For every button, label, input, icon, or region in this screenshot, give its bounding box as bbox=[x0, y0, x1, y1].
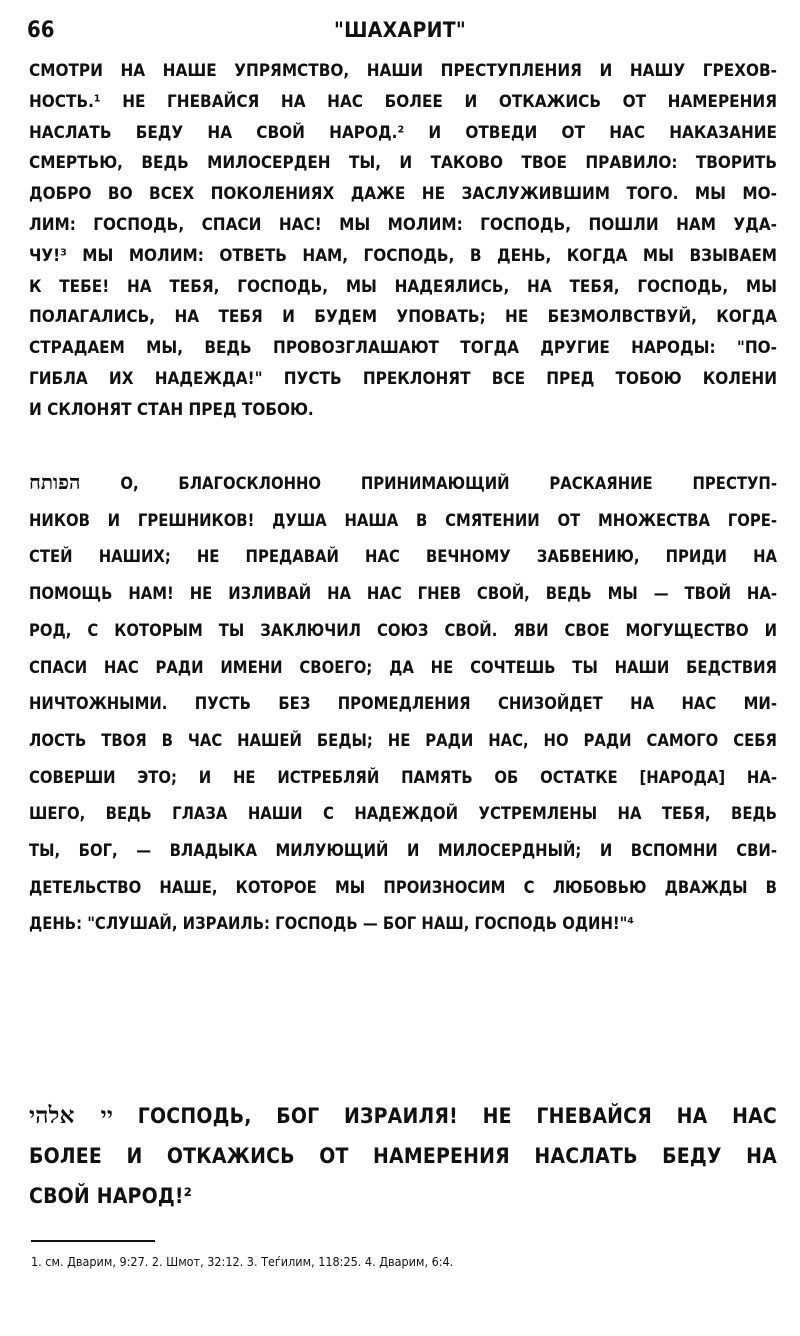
text-line: СТЕЙ НАШИХ; НЕ ПРЕДАВАЙ НАС ВЕЧНОМУ ЗАБВЕНИЮ, ПРИДИ НА bbox=[29, 547, 777, 567]
footnotes: 1. см. Дварим, 9:27. 2. Шмот, 32:12. 3. Теѓилим, 118:25. 4. Дварим, 6:4. bbox=[31, 1254, 454, 1269]
text-line: РОД, С КОТОРЫМ ТЫ ЗАКЛЮЧИЛ СОЮЗ СВОЙ. ЯВИ СВОЕ МОГУЩЕСТВО И bbox=[29, 620, 777, 640]
text-line: НОСТЬ.¹ НЕ ГНЕВАЙСЯ НА НАС БОЛЕЕ И ОТКАЖИСЬ ОТ НАМЕРЕНИЯ bbox=[29, 91, 777, 112]
text-line: БОЛЕЕ И ОТКАЖИСЬ ОТ НАМЕРЕНИЯ НАСЛАТЬ БЕДУ НА bbox=[29, 1144, 777, 1168]
text-line: ДЕТЕЛЬСТВО НАШЕ, КОТОРОЕ МЫ ПРОИЗНОСИМ С ЛЮБОВЬЮ ДВАЖДЫ В bbox=[29, 877, 777, 897]
first-line-text: О, БЛАГОСКЛОННО ПРИНИМАЮЩИЙ РАСКАЯНИЕ ПРЕСТУП- bbox=[120, 474, 777, 493]
text-line: ЛОСТЬ ТВОЯ В ЧАС НАШЕЙ БЕДЫ; НЕ РАДИ НАС, НО РАДИ САМОГО СЕБЯ bbox=[29, 730, 777, 750]
text-line: СМОТРИ НА НАШЕ УПРЯМСТВО, НАШИ ПРЕСТУПЛЕНИЯ И НАШУ ГРЕХОВ- bbox=[29, 61, 777, 81]
text-line: ДЕНЬ: "СЛУШАЙ, ИЗРАИЛЬ: ГОСПОДЬ — БОГ НАШ, ГОСПОДЬ ОДИН!"⁴ bbox=[29, 914, 634, 934]
text-line: НИКОВ И ГРЕШНИКОВ! ДУША НАША В СМЯТЕНИИ ОТ МНОЖЕСТВА ГОРЕ- bbox=[29, 510, 777, 530]
footnote-divider bbox=[31, 1240, 155, 1242]
first-line-text: ГОСПОДЬ, БОГ ИЗРАИЛЯ! НЕ ГНЕВАЙСЯ НА НАС bbox=[137, 1104, 777, 1128]
page-number: 66 bbox=[27, 18, 55, 43]
text-line: СПАСИ НАС РАДИ ИМЕНИ СВОЕГО; ДА НЕ СОЧТЕШЬ ТЫ НАШИ БЕДСТВИЯ bbox=[29, 657, 777, 677]
text-line: СОВЕРШИ ЭТО; И НЕ ИСТРЕБЛЯЙ ПАМЯТЬ ОБ ОСТАТКЕ [НАРОДА] НА- bbox=[29, 767, 777, 787]
first-line bbox=[29, 464, 777, 503]
text-line: И СКЛОНЯТ СТАН ПРЕД ТОБОЮ. bbox=[29, 399, 314, 420]
text-line: ШЕГО, ВЕДЬ ГЛАЗА НАШИ С НАДЕЖДОЙ УСТРЕМЛЕНЫ НА ТЕБЯ, ВЕДЬ bbox=[29, 804, 777, 824]
text-line: СТРАДАЕМ МЫ, ВЕДЬ ПРОВОЗГЛАШАЮТ ТОГДА ДРУГИЕ НАРОДЫ: "ПО- bbox=[29, 338, 777, 359]
text-line: ЧУ!³ МЫ МОЛИМ: ОТВЕТЬ НАМ, ГОСПОДЬ, В ДЕНЬ, КОГДА МЫ ВЗЫВАЕМ bbox=[29, 245, 777, 266]
text-line: ПОМОЩЬ НАМ! НЕ ИЗЛИВАЙ НА НАС ГНЕВ СВОЙ, ВЕДЬ МЫ — ТВОЙ НА- bbox=[29, 584, 777, 604]
text-line: ПОЛАГАЛИСЬ, НА ТЕБЯ И БУДЕМ УПОВАТЬ; НЕ БЕЗМОЛВСТВУЙ, КОГДА bbox=[29, 307, 777, 328]
text-line: НАСЛАТЬ БЕДУ НА СВОЙ НАРОД.² И ОТВЕДИ ОТ НАС НАКАЗАНИЕ bbox=[29, 122, 777, 143]
text-line: СВОЙ НАРОД!² bbox=[29, 1184, 193, 1208]
running-title: "ШАХАРИТ" bbox=[333, 18, 467, 42]
first-line bbox=[29, 1096, 777, 1136]
paragraph-3 bbox=[29, 1096, 777, 1216]
text-line: ДОБРО ВО ВСЕХ ПОКОЛЕНИЯХ ДАЖЕ НЕ ЗАСЛУЖИВШИМ ТОГО. МЫ МО- bbox=[29, 184, 777, 205]
text-line: ЛИМ: ГОСПОДЬ, СПАСИ НАС! МЫ МОЛИМ: ГОСПОДЬ, ПОШЛИ НАМ УДА- bbox=[29, 214, 777, 235]
text-line: К ТЕБЕ! НА ТЕБЯ, ГОСПОДЬ, МЫ НАДЕЯЛИСЬ, НА ТЕБЯ, ГОСПОДЬ, МЫ bbox=[29, 276, 777, 297]
text-line: СМЕРТЬЮ, ВЕДЬ МИЛОСЕРДЕН ТЫ, И ТАКОВО ТВОЕ ПРАВИЛО: ТВОРИТЬ bbox=[29, 153, 777, 174]
hebrew-lead-word: יי אלהי bbox=[29, 1102, 114, 1129]
text-line: НИЧТОЖНЫМИ. ПУСТЬ БЕЗ ПРОМЕДЛЕНИЯ СНИЗОЙДЕТ НА НАС МИ- bbox=[29, 694, 777, 714]
hebrew-lead-word: הפותח bbox=[29, 470, 81, 494]
paragraph-2 bbox=[29, 464, 777, 943]
text-line: ТЫ, БОГ, — ВЛАДЫКА МИЛУЮЩИЙ И МИЛОСЕРДНЫЙ; И ВСПОМНИ СВИ- bbox=[29, 841, 777, 861]
paragraph-1 bbox=[29, 56, 777, 426]
text-line: ГИБЛА ИХ НАДЕЖДА!" ПУСТЬ ПРЕКЛОНЯТ ВСЕ ПРЕД ТОБОЮ КОЛЕНИ bbox=[29, 368, 777, 389]
